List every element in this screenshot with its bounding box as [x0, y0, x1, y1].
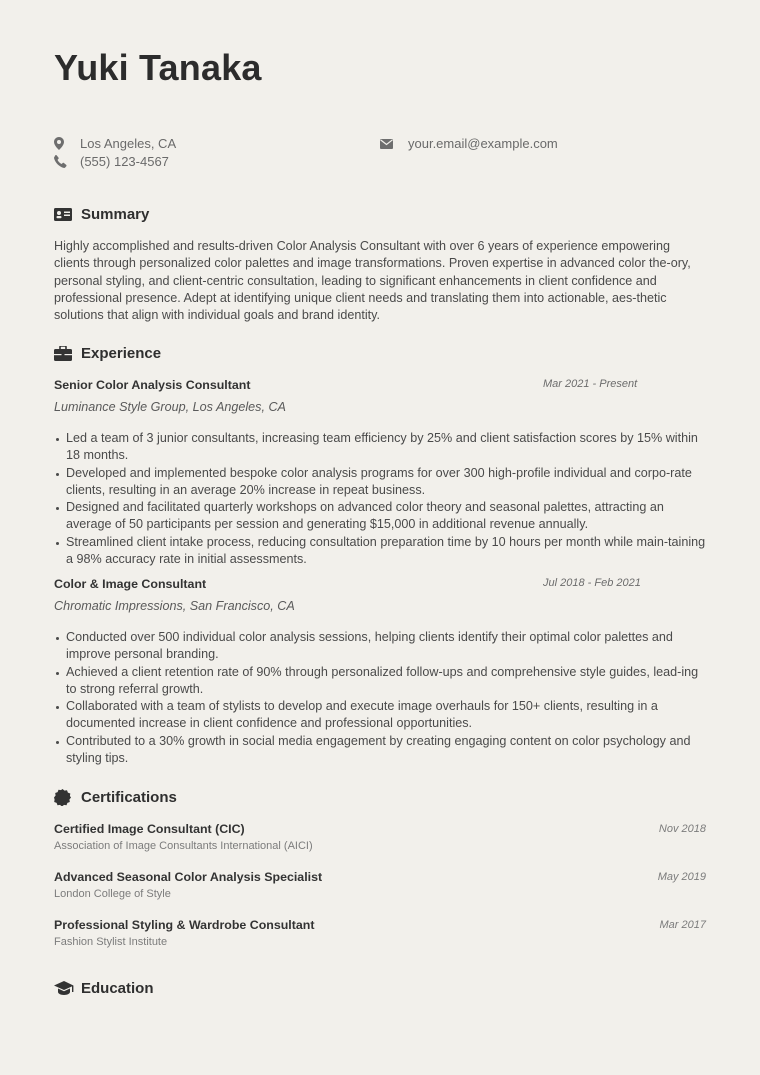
education-heading-label: Education	[81, 980, 154, 997]
summary-heading-label: Summary	[81, 206, 150, 223]
list-item: Contributed to a 30% growth in social media engagement by creating engaging content on color psychology and styling tips.	[54, 733, 706, 768]
candidate-name: Yuki Tanaka	[54, 47, 262, 88]
email-link[interactable]: your.email@example.com	[408, 136, 558, 151]
location-text: Los Angeles, CA	[80, 136, 177, 151]
list-item: Designed and facilitated quarterly workshops on advanced color theory and seasonal palettes, attracting an average of 50 participants per session and generating $15,000 in additional revenue annually.	[54, 499, 706, 534]
job-company: Luminance Style Group, Los Angeles, CA	[54, 400, 286, 414]
certifications-heading-label: Certifications	[81, 789, 177, 806]
job-bullets	[54, 629, 706, 767]
phone-icon	[54, 155, 72, 169]
certification-date: May 2019	[657, 871, 706, 883]
certification-name: Certified Image Consultant (CIC)	[54, 822, 245, 836]
certification-date: Mar 2017	[659, 919, 706, 931]
education-heading	[54, 980, 154, 997]
certification-name: Advanced Seasonal Color Analysis Specialist	[54, 870, 323, 884]
job-bullets	[54, 430, 706, 568]
job-dates: Mar 2021 - Present	[543, 378, 638, 390]
envelope-icon	[380, 137, 398, 151]
experience-heading	[54, 345, 161, 362]
list-item: Collaborated with a team of stylists to develop and execute image overhauls for 150+ clients, resulting in a documented increase in client confidence and professional opportunities.	[54, 698, 706, 733]
id-card-icon	[54, 207, 74, 223]
certifications-heading	[54, 789, 177, 806]
list-item: Streamlined client intake process, reducing consultation preparation time by 10 hours per month while main-taining a 98% accuracy rate in initial assessments.	[54, 534, 706, 569]
job-dates: Jul 2018 - Feb 2021	[543, 577, 641, 589]
graduation-cap-icon	[54, 981, 74, 997]
certification-name: Professional Styling & Wardrobe Consultant	[54, 918, 315, 932]
certification-org: Association of Image Consultants International (AICI)	[54, 840, 313, 852]
contact-email	[380, 135, 558, 152]
certification-date: Nov 2018	[658, 823, 706, 835]
briefcase-icon	[54, 346, 74, 362]
certificate-badge-icon	[54, 790, 74, 806]
certification-org: London College of Style	[54, 888, 171, 900]
summary-paragraph: Highly accomplished and results-driven Color Analysis Consultant with over 6 years of experience empowering clients through personalized color palettes and image transformations. Proven expertise in advanced color the-ory, personal styling, and client-centric consultation, leading to significant enhancements in client confidence and professional presence. Adept at identifying unique client needs and translating them into actionable, aes-thetic solutions that align with individual goals and brand identity.	[54, 239, 691, 323]
experience-heading-label: Experience	[81, 345, 162, 362]
summary-heading	[54, 206, 149, 223]
list-item: Conducted over 500 individual color analysis sessions, helping clients identify their optimal color palettes and improve personal branding.	[54, 629, 706, 664]
contact-location	[54, 135, 176, 152]
phone-text: (555) 123-4567	[80, 154, 169, 169]
list-item: Led a team of 3 junior consultants, increasing team efficiency by 25% and client satisfaction scores by 15% within 18 months.	[54, 430, 706, 465]
list-item: Achieved a client retention rate of 90% through personalized follow-ups and comprehensive style guides, lead-ing to strong referral growth.	[54, 664, 706, 699]
contact-phone	[54, 153, 169, 170]
job-company: Chromatic Impressions, San Francisco, CA	[54, 599, 295, 613]
job-title: Senior Color Analysis Consultant	[54, 378, 251, 392]
map-pin-icon	[54, 137, 72, 151]
job-title: Color & Image Consultant	[54, 577, 207, 591]
certification-org: Fashion Stylist Institute	[54, 936, 168, 948]
list-item: Developed and implemented bespoke color analysis programs for over 300 high-profile individual and corpo-rate clients, resulting in an average 20% increase in repeat business.	[54, 465, 706, 500]
